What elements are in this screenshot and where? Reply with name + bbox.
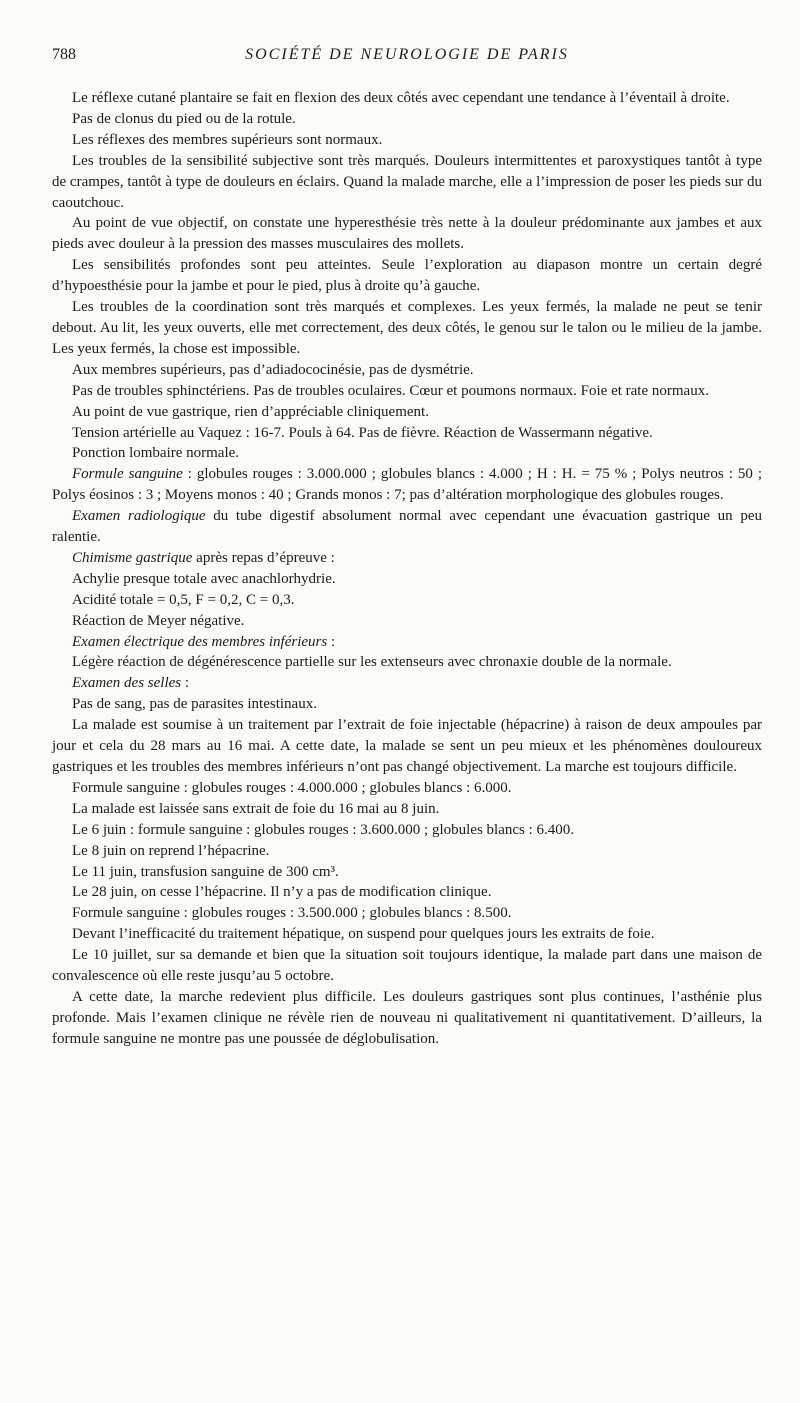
paragraph-text: Formule sanguine : globules rouges : 4.000.000 ; globules blancs : 6.000. <box>72 779 512 796</box>
paragraph-text: Les réflexes des membres supérieurs sont normaux. <box>72 131 383 148</box>
paragraph <box>52 590 762 611</box>
paragraph-lead: Formule sanguine <box>72 466 183 483</box>
paragraph-text: Le 11 juin, transfusion sanguine de 300 cm³. <box>72 863 339 880</box>
paragraph <box>52 130 762 151</box>
paragraph <box>52 945 762 987</box>
paragraph-lead: Examen radiologique <box>72 508 206 525</box>
paragraph-text: : <box>181 675 190 692</box>
paragraph-text: après repas d’épreuve : <box>192 549 335 566</box>
paragraph <box>52 423 762 444</box>
paragraph <box>52 987 762 1050</box>
paragraph-lead: Examen des selles <box>72 675 182 692</box>
paragraph-text: Achylie presque totale avec anachlorhydrie. <box>72 570 336 587</box>
paragraph <box>52 862 762 883</box>
paragraph <box>52 548 762 569</box>
paragraph-text: Pas de clonus du pied ou de la rotule. <box>72 110 296 127</box>
paragraph-text: A cette date, la marche redevient plus difficile. Les douleurs gastriques sont plus continues, l’asthénie plus profonde. Mais l’examen clinique ne révèle rien de nouveau ni qualitativement ni quantitativement. D’ailleurs, la formule sanguine ne montre pas une poussée de déglobulisation. <box>52 988 762 1047</box>
paragraph-text: Le 6 juin : formule sanguine : globules rouges : 3.600.000 ; globules blancs : 6.400. <box>72 821 575 838</box>
paragraph <box>52 88 762 109</box>
paragraph-text: Légère réaction de dégénérescence partielle sur les extenseurs avec chronaxie double de la normale. <box>72 654 672 671</box>
paragraph-text: Devant l’inefficacité du traitement hépatique, on suspend pour quelques jours les extraits de foie. <box>72 926 655 943</box>
paragraph-text: : <box>327 633 336 650</box>
paragraph-text: Les troubles de la sensibilité subjective sont très marqués. Douleurs intermittentes et paroxystiques tantôt à type de crampes, tantôt à type de douleurs en éclairs. Quand la malade marche, elle a l’impression de poser les pieds sur du caoutchouc. <box>52 152 762 211</box>
paragraph <box>52 443 762 464</box>
paragraph <box>52 611 762 632</box>
paragraph-text: Les troubles de la coordination sont très marqués et complexes. Les yeux fermés, la malade ne peut se tenir debout. Au lit, les yeux ouverts, elle met correctement, des deux côtés, le genou sur le talon ou le milieu de la jambe. Les yeux fermés, la chose est impossible. <box>52 299 762 357</box>
paragraph <box>52 673 762 694</box>
paragraph <box>52 841 762 862</box>
paragraph-text: Le 28 juin, on cesse l’hépacrine. Il n’y a pas de modification clinique. <box>72 884 492 901</box>
paragraph-text: : globules rouges : 3.000.000 ; globules blancs : 4.000 ; H : H. = 75 % ; Polys neutros : 50 ; Polys éosinos : 3 ; Moyens monos : 40 ; Grands monos : 7; pas d’altération morphologique des globules rouges. <box>52 466 762 504</box>
running-title: SOCIÉTÉ DE NEUROLOGIE DE PARIS <box>245 46 569 63</box>
paragraph <box>52 632 762 653</box>
paragraph <box>52 799 762 820</box>
paragraph-text: La malade est laissée sans extrait de foie du 16 mai au 8 juin. <box>72 800 440 817</box>
paragraph <box>52 569 762 590</box>
paragraph <box>52 381 762 402</box>
paragraph-lead: Examen électrique des membres inférieurs <box>72 633 328 650</box>
paragraph-lead: Chimisme gastrique <box>72 549 193 566</box>
paragraph <box>52 360 762 381</box>
paragraph <box>52 109 762 130</box>
paragraph-text: Réaction de Meyer négative. <box>72 612 245 629</box>
paragraph <box>52 151 762 214</box>
paragraph <box>52 506 762 548</box>
paragraph-text: Tension artérielle au Vaquez : 16-7. Pouls à 64. Pas de fièvre. Réaction de Wassermann négative. <box>72 424 653 441</box>
paragraph-text: Le 10 juillet, sur sa demande et bien que la situation soit toujours identique, la malade part dans une maison de convalescence où elle reste jusqu’au 5 octobre. <box>52 947 762 985</box>
body-text <box>52 88 762 1050</box>
paragraph-text: Le réflexe cutané plantaire se fait en flexion des deux côtés avec cependant une tendance à l’éventail à droite. <box>72 90 730 106</box>
paragraph <box>52 820 762 841</box>
paragraph <box>52 297 762 360</box>
paragraph-text: Ponction lombaire normale. <box>72 445 240 462</box>
paragraph <box>52 652 762 673</box>
page-number: 788 <box>52 46 76 63</box>
paragraph <box>52 213 762 255</box>
paragraph <box>52 903 762 924</box>
paragraph-text: Au point de vue gastrique, rien d’appréciable cliniquement. <box>72 403 429 420</box>
paragraph <box>52 694 762 715</box>
paragraph-text: Acidité totale = 0,5, F = 0,2, C = 0,3. <box>72 591 295 608</box>
paragraph-text: Le 8 juin on reprend l’hépacrine. <box>72 842 270 859</box>
paragraph-text: Aux membres supérieurs, pas d’adiadococinésie, pas de dysmétrie. <box>72 361 474 378</box>
paragraph-text: Formule sanguine : globules rouges : 3.500.000 ; globules blancs : 8.500. <box>72 905 512 922</box>
paragraph <box>52 255 762 297</box>
paragraph-text: du tube digestif absolument normal avec cependant une évacuation gastrique un peu ralentie. <box>52 508 762 546</box>
paragraph <box>52 402 762 423</box>
paragraph-text: La malade est soumise à un traitement par l’extrait de foie injectable (hépacrine) à raison de deux ampoules par jour et cela du 28 mars au 16 mai. A cette date, la malade se sent un peu mieux et les phénomènes douloureux gastriques et les troubles des membres inférieurs n’ont pas changé objectivement. La marche est toujours difficile. <box>52 717 762 775</box>
paragraph <box>52 924 762 945</box>
paragraph-text: Les sensibilités profondes sont peu atteintes. Seule l’exploration au diapason montre un certain degré d’hypoesthésie pour la jambe et pour le pied, plus à droite qu’à gauche. <box>52 257 762 295</box>
paragraph-text: Pas de sang, pas de parasites intestinaux. <box>72 696 317 713</box>
paragraph <box>52 882 762 903</box>
page-header <box>52 46 762 76</box>
paragraph-text: Au point de vue objectif, on constate une hyperesthésie très nette à la douleur prédominante aux jambes et aux pieds avec douleur à la pression des masses musculaires des mollets. <box>52 215 762 253</box>
paragraph <box>52 464 762 506</box>
paragraph-text: Pas de troubles sphinctériens. Pas de troubles oculaires. Cœur et poumons normaux. Foie et rate normaux. <box>72 382 709 399</box>
paragraph <box>52 778 762 799</box>
paragraph <box>52 715 762 778</box>
